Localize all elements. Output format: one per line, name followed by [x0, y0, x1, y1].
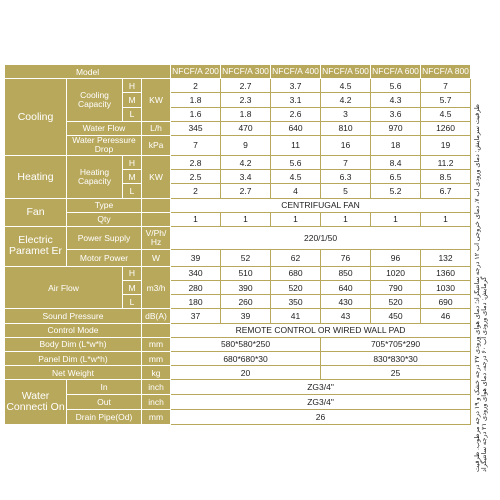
value-cell: 1: [171, 212, 221, 226]
value-cell: 39: [171, 249, 221, 266]
model-col: NFCF/A 600: [371, 65, 421, 79]
value-cell: 5.6: [271, 155, 321, 169]
value-cell: 4: [271, 184, 321, 198]
side-note-text: ظرفیت سرمایش: دمای ورودی آب ۷، دمای خروجی آب ۱۲ درجه سانتیگراد؛ دمای هوای ورودی ۲۷ درجه خشک و ۱۹ درجه مرطوب. ظرفیت گرمایش: دمای ورودی آب ۶۰ درجه، دمای هوای ورودی ۲۱ درجه سانتیگراد: [474, 104, 488, 472]
water-out-row: [5, 395, 471, 410]
value-cell: 680: [271, 266, 321, 280]
body-dim-unit: mm: [142, 337, 171, 351]
value-cell: 1.8: [171, 93, 221, 107]
model-col: NFCF/A 200: [171, 65, 221, 79]
panel-dim-value-a: 680*680*30: [171, 352, 321, 366]
value-cell: 345: [171, 121, 221, 135]
value-cell: 3: [321, 107, 371, 121]
net-weight-value-a: 20: [171, 366, 321, 380]
value-cell: 19: [421, 135, 471, 155]
value-cell: 3.1: [271, 93, 321, 107]
heating-group-label: Heating: [5, 155, 67, 198]
control-row: [5, 323, 471, 337]
value-cell: 37: [171, 309, 221, 323]
value-cell: 62: [271, 249, 321, 266]
fan-type-row: [5, 198, 471, 212]
control-unit: [142, 323, 171, 337]
motor-power-label: Motor Power: [67, 249, 142, 266]
value-cell: 260: [221, 295, 271, 309]
control-label: Control Mode: [5, 323, 142, 337]
drain-pipe-row: [5, 410, 471, 425]
speed-label: L: [123, 184, 142, 198]
water-connection-group-label: Water Connecti On: [5, 380, 67, 425]
value-cell: 690: [421, 295, 471, 309]
value-cell: 9: [221, 135, 271, 155]
panel-dim-row: [5, 352, 471, 366]
cooling-h-row: [5, 79, 471, 93]
speed-label: H: [123, 79, 142, 93]
value-cell: 2.8: [171, 155, 221, 169]
airflow-label: Air Flow: [5, 266, 123, 309]
value-cell: 2: [171, 79, 221, 93]
value-cell: 1360: [421, 266, 471, 280]
value-cell: 2.7: [221, 184, 271, 198]
speed-label: H: [123, 266, 142, 280]
water-in-label: In: [67, 380, 142, 395]
power-supply-unit: V/Ph/ Hz: [142, 226, 171, 249]
value-cell: 5.6: [371, 79, 421, 93]
value-cell: 7: [171, 135, 221, 155]
power-supply-label: Power Supply: [67, 226, 142, 249]
value-cell: 46: [421, 309, 471, 323]
water-flow-row: [5, 121, 471, 135]
value-cell: 8.4: [371, 155, 421, 169]
value-cell: 2.6: [271, 107, 321, 121]
value-cell: 5.2: [371, 184, 421, 198]
water-in-value: ZG3/4": [171, 380, 471, 395]
fan-type-value: CENTRIFUGAL FAN: [171, 198, 471, 212]
value-cell: 350: [271, 295, 321, 309]
value-cell: 4.2: [221, 155, 271, 169]
speed-label: L: [123, 107, 142, 121]
value-cell: 41: [271, 309, 321, 323]
net-weight-row: [5, 366, 471, 380]
value-cell: 5.7: [421, 93, 471, 107]
net-weight-label: Net Weight: [5, 366, 142, 380]
value-cell: 1030: [421, 281, 471, 295]
value-cell: 2: [171, 184, 221, 198]
value-cell: 4.5: [321, 79, 371, 93]
value-cell: 470: [221, 121, 271, 135]
value-cell: 5: [321, 184, 371, 198]
spec-table: [4, 64, 471, 425]
value-cell: 4.5: [271, 170, 321, 184]
value-cell: 39: [221, 309, 271, 323]
value-cell: 790: [371, 281, 421, 295]
value-cell: 11: [271, 135, 321, 155]
value-cell: 1: [271, 212, 321, 226]
drain-pipe-label: Drain Pipe(Od): [67, 410, 142, 425]
value-cell: 7: [321, 155, 371, 169]
model-col: NFCF/A 800: [421, 65, 471, 79]
value-cell: 1020: [371, 266, 421, 280]
electric-group-label: Electric Paramet Er: [5, 226, 67, 266]
value-cell: 18: [371, 135, 421, 155]
airflow-unit: m3/h: [142, 266, 171, 309]
power-supply-value: 220/1/50: [171, 226, 471, 249]
value-cell: 810: [321, 121, 371, 135]
sound-label: Sound Pressure: [5, 309, 142, 323]
cooling-capacity-label: Cooling Capacity: [67, 79, 123, 122]
net-weight-unit: kg: [142, 366, 171, 380]
value-cell: 11.2: [421, 155, 471, 169]
net-weight-value-b: 25: [321, 366, 471, 380]
fan-type-unit: [142, 198, 171, 212]
value-cell: 132: [421, 249, 471, 266]
speed-label: M: [123, 281, 142, 295]
pressure-drop-label: Water Peressure Drop: [67, 135, 142, 155]
cooling-unit: KW: [142, 79, 171, 122]
motor-power-unit: W: [142, 249, 171, 266]
value-cell: 6.5: [371, 170, 421, 184]
value-cell: 7: [421, 79, 471, 93]
value-cell: 390: [221, 281, 271, 295]
value-cell: 6.7: [421, 184, 471, 198]
water-flow-unit: L/h: [142, 121, 171, 135]
body-dim-value-b: 705*705*290: [321, 337, 471, 351]
pressure-drop-row: [5, 135, 471, 155]
value-cell: 52: [221, 249, 271, 266]
water-out-label: Out: [67, 395, 142, 410]
fan-qty-label: Qty: [67, 212, 142, 226]
water-flow-label: Water Flow: [67, 121, 142, 135]
speed-label: H: [123, 155, 142, 169]
water-out-value: ZG3/4": [171, 395, 471, 410]
value-cell: 850: [321, 266, 371, 280]
value-cell: 2.5: [171, 170, 221, 184]
panel-dim-value-b: 830*830*30: [321, 352, 471, 366]
side-note: [474, 102, 496, 472]
value-cell: 280: [171, 281, 221, 295]
header-row: [5, 65, 471, 79]
value-cell: 1: [321, 212, 371, 226]
panel-dim-unit: mm: [142, 352, 171, 366]
drain-pipe-value: 26: [171, 410, 471, 425]
value-cell: 180: [171, 295, 221, 309]
value-cell: 510: [221, 266, 271, 280]
body-dim-value-a: 580*580*250: [171, 337, 321, 351]
value-cell: 520: [371, 295, 421, 309]
value-cell: 3.4: [221, 170, 271, 184]
cooling-group-label: Cooling: [5, 79, 67, 156]
drain-pipe-unit: mm: [142, 410, 171, 425]
speed-label: L: [123, 295, 142, 309]
value-cell: 3.7: [271, 79, 321, 93]
value-cell: 1260: [421, 121, 471, 135]
value-cell: 8.5: [421, 170, 471, 184]
value-cell: 4.2: [321, 93, 371, 107]
fan-qty-unit: [142, 212, 171, 226]
sound-unit: dB(A): [142, 309, 171, 323]
water-out-unit: inch: [142, 395, 171, 410]
value-cell: 16: [321, 135, 371, 155]
motor-power-row: [5, 249, 471, 266]
value-cell: 4.5: [421, 107, 471, 121]
value-cell: 640: [271, 121, 321, 135]
value-cell: 1: [221, 212, 271, 226]
power-supply-row: [5, 226, 471, 249]
value-cell: 1.8: [221, 107, 271, 121]
value-cell: 2.3: [221, 93, 271, 107]
value-cell: 2.7: [221, 79, 271, 93]
value-cell: 96: [371, 249, 421, 266]
value-cell: 43: [321, 309, 371, 323]
airflow-h-row: [5, 266, 471, 280]
value-cell: 1: [421, 212, 471, 226]
value-cell: 450: [371, 309, 421, 323]
panel-dim-label: Panel Dim (L*w*h): [5, 352, 142, 366]
body-dim-row: [5, 337, 471, 351]
value-cell: 340: [171, 266, 221, 280]
value-cell: 1: [371, 212, 421, 226]
body-dim-label: Body Dim (L*w*h): [5, 337, 142, 351]
value-cell: 4.3: [371, 93, 421, 107]
model-label: Model: [5, 65, 171, 79]
value-cell: 76: [321, 249, 371, 266]
value-cell: 970: [371, 121, 421, 135]
heating-unit: KW: [142, 155, 171, 198]
model-col: NFCF/A 400: [271, 65, 321, 79]
model-col: NFCF/A 300: [221, 65, 271, 79]
model-col: NFCF/A 500: [321, 65, 371, 79]
value-cell: 3.6: [371, 107, 421, 121]
sound-row: [5, 309, 471, 323]
heating-h-row: [5, 155, 471, 169]
value-cell: 6.3: [321, 170, 371, 184]
fan-group-label: Fan: [5, 198, 67, 226]
speed-label: M: [123, 93, 142, 107]
speed-label: M: [123, 170, 142, 184]
fan-qty-row: [5, 212, 471, 226]
value-cell: 640: [321, 281, 371, 295]
water-in-row: [5, 380, 471, 395]
value-cell: 520: [271, 281, 321, 295]
water-in-unit: inch: [142, 380, 171, 395]
heating-capacity-label: Heating Capacity: [67, 155, 123, 198]
control-value: REMOTE CONTROL OR WIRED WALL PAD: [171, 323, 471, 337]
value-cell: 1.6: [171, 107, 221, 121]
fan-type-label: Type: [67, 198, 142, 212]
value-cell: 430: [321, 295, 371, 309]
pressure-drop-unit: kPa: [142, 135, 171, 155]
